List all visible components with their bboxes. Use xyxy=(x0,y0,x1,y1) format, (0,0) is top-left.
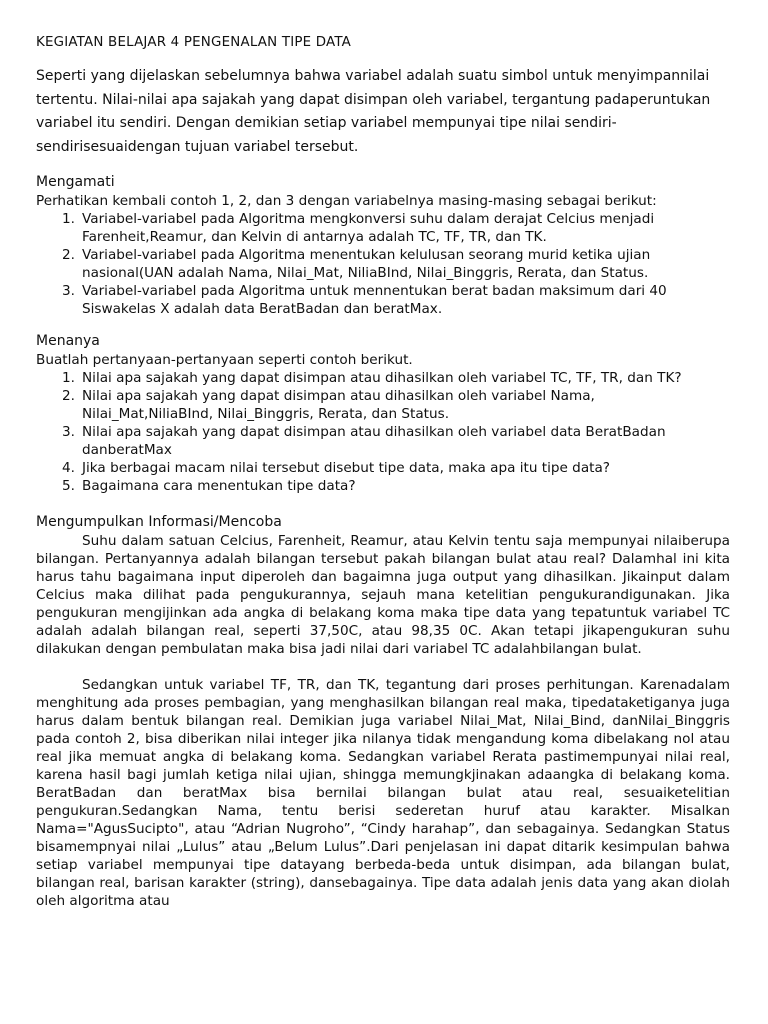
mengamati-list xyxy=(36,210,730,318)
list-item xyxy=(62,210,730,246)
list-item xyxy=(62,246,730,282)
list-item xyxy=(62,477,730,495)
menanya-lead: Buatlah pertanyaan-pertanyaan seperti contoh berikut. xyxy=(36,352,413,368)
spacer xyxy=(36,318,730,332)
intro-paragraph: Seperti yang dijelaskan sebelumnya bahwa variabel adalah suatu simbol untuk menyimpannilai tertentu. Nilai-nilai apa sajakah yang dapat disimpan oleh variabel, tergantung padaperuntukan variabel itu sendiri. Dengan demikian setiap variabel mempunyai tipe nilai sendiri-sendirisesuaidengan tujuan variabel tersebut. xyxy=(36,68,711,155)
mengumpulkan-paragraph-1: Suhu dalam satuan Celcius, Farenheit, Reamur, atau Kelvin tentu saja mempunyai nilaiberupa bilangan. Pertanyannya adalah bilangan tersebut pakah bilangan bulat atau real? Dalamhal ini kita harus tahu bagaimana input diperoleh dan bagaimna juga output yang dihasilkan. Jikainput dalam Celcius maka dilihat pada pengukurannya, sejauh mana ketelitian pengukurandigunakan. Jika pengukuran mengijinkan ada angka di belakang koma maka tipe data yang tepatuntuk variabel TC adalah adalah bilangan real, seperti 37,50C, atau 98,35 0C. Akan tetapi jikapengukuran suhu dilakukan dengan pembulatan maka bisa jadi nilai dari variabel TC adalahbilangan bulat. xyxy=(36,533,730,657)
list-number: 3. xyxy=(62,283,75,299)
list-item xyxy=(62,282,730,318)
menanya-list xyxy=(36,369,730,495)
list-item xyxy=(62,387,730,423)
mengumpulkan-heading: Mengumpulkan Informasi/Mencoba xyxy=(36,514,282,530)
list-item-text: Variabel-variabel pada Algoritma untuk mennentukan berat badan maksimum dari 40 Siswakelas X adalah data BeratBadan dan beratMax. xyxy=(82,283,667,317)
list-number: 3. xyxy=(62,424,75,440)
list-item-text: Nilai apa sajakah yang dapat disimpan atau dihasilkan oleh variabel TC, TF, TR, dan TK? xyxy=(82,370,682,386)
list-number: 2. xyxy=(62,247,75,263)
list-item xyxy=(62,369,730,387)
spacer xyxy=(36,495,730,513)
list-item xyxy=(62,459,730,477)
list-number: 1. xyxy=(62,211,75,227)
document-title: KEGIATAN BELAJAR 4 PENGENALAN TIPE DATA xyxy=(36,35,352,50)
list-number: 4. xyxy=(62,460,75,476)
mengamati-heading: Mengamati xyxy=(36,174,115,190)
list-number: 2. xyxy=(62,388,75,404)
section-mengamati xyxy=(36,173,730,318)
section-mengumpulkan xyxy=(36,513,730,910)
list-item-text: Variabel-variabel pada Algoritma menentukan kelulusan seorang murid ketika ujian nasional(UAN adalah Nama, Nilai_Mat, NiliaBInd, Nilai_Binggris, Rerata, dan Status. xyxy=(82,247,651,281)
list-item-text: Bagaimana cara menentukan tipe data? xyxy=(82,478,356,494)
list-item-text: Variabel-variabel pada Algoritma mengkonversi suhu dalam derajat Celcius menjadi Farenheit,Reamur, dan Kelvin di antarnya adalah TC, TF, TR, dan TK. xyxy=(82,211,655,245)
list-number: 1. xyxy=(62,370,75,386)
menanya-heading: Menanya xyxy=(36,333,100,349)
spacer xyxy=(36,658,730,676)
list-item-text: Nilai apa sajakah yang dapat disimpan atau dihasilkan oleh variabel data BeratBadan danberatMax xyxy=(82,424,666,458)
list-number: 5. xyxy=(62,478,75,494)
mengumpulkan-paragraph-2: Sedangkan untuk variabel TF, TR, dan TK, tegantung dari proses perhitungan. Karenadalam menghitung ada proses pembagian, yang menghasilkan bilangan real maka, tipedataketiganya juga harus dalam bentuk bilangan real. Demikian juga variabel Nilai_Mat, Nilai_Bind, danNilai_Binggris pada contoh 2, bisa diberikan nilai integer jika nilanya tidak mengandung koma dibelakang nol atau real jika memuat angka di belakang koma. Sedangkan variabel Rerata pastimempunyai nilai real, karena hasil bagi jumlah ketiga nilai ujian, shingga memungkjinakan adaangka di belakang koma. BeratBadan dan beratMax bisa bernilai bilangan bulat atau real, sesuaiketelitian pengukuran.Sedangkan Nama, tentu berisi sederetan huruf atau karakter. Misalkan Nama="AgusSucipto", atau “Adrian Nugroho”, “Cindy harahap”, dan sebagainya. Sedangkan Status bisamempnyai nilai „Lulus” atau „Belum Lulus”.Dari penjelasan ini dapat ditarik kesimpulan bahwa setiap variabel mempunyai tipe datayang berbeda-beda untuk disimpan, ada bilangan bulat, bilangan real, barisan karakter (string), dansebagainya. Tipe data adalah jenis data yang akan diolah oleh algoritma atau xyxy=(36,677,730,909)
section-menanya xyxy=(36,332,730,495)
list-item-text: Jika berbagai macam nilai tersebut disebut tipe data, maka apa itu tipe data? xyxy=(82,460,611,476)
mengamati-lead: Perhatikan kembali contoh 1, 2, dan 3 dengan variabelnya masing-masing sebagai berikut: xyxy=(36,193,657,209)
list-item-text: Nilai apa sajakah yang dapat disimpan atau dihasilkan oleh variabel Nama, Nilai_Mat,NiliaBInd, Nilai_Binggris, Rerata, dan Status. xyxy=(82,388,595,422)
list-item xyxy=(62,423,730,459)
